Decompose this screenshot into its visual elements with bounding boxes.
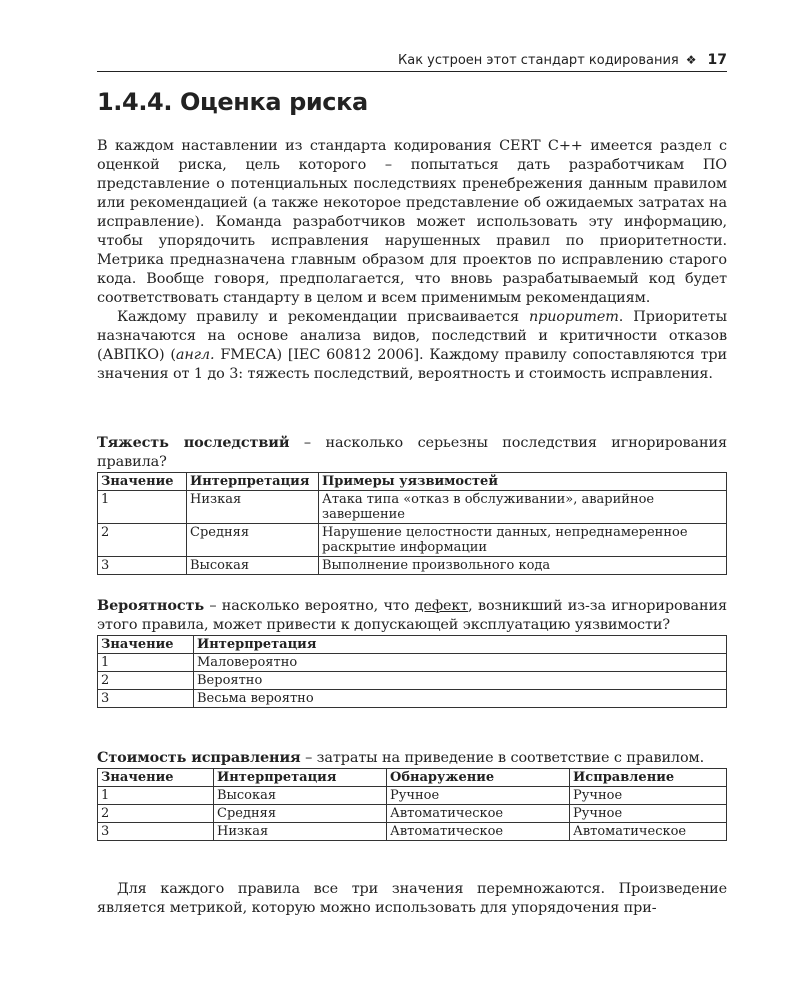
- likelihood-section: [97, 596, 727, 708]
- running-title: Как устроен этот стандарт кодирования: [398, 52, 679, 68]
- priority-term: приоритет: [528, 309, 619, 325]
- severity-definition: [97, 433, 727, 472]
- remediation-section: [97, 748, 727, 841]
- closing-section: [97, 880, 727, 918]
- table-cell: 1: [98, 787, 214, 805]
- table-row: [98, 787, 727, 805]
- table-cell: Автоматическое: [387, 805, 570, 823]
- table-cell: Низкая: [214, 823, 387, 841]
- column-header: Обнаружение: [387, 769, 570, 787]
- diamond-icon: ❖: [685, 53, 697, 67]
- table-row: [98, 654, 727, 672]
- p2-text-end: FMECA) [IEC 60812 2006]. Каждому правилу сопоставляются три значения от 1 до 3: тяжесть последствий, вероятность и стоимость исправления.: [97, 347, 727, 382]
- table-cell: Маловероятно: [194, 654, 727, 672]
- intro-paragraph-1: В каждом наставлении из стандарта кодирования CERT C++ имеется раздел с оценкой риска, цель которого – попытаться дать разработчикам ПО представление о потенциальных последствиях пренебрежения данным правилом или рекомендацией (а также некоторое представление об ожидаемых затратах на исправление). Команда разработчиков может использовать эту информацию, чтобы упорядочить исправления нарушенных правил по приоритетности. Метрика предназначена главным образом для проектов по исправлению старого кода. Вообще говоря, предполагается, что вновь разрабатываемый код будет соответствовать стандарту в целом и всем применимым рекомендациям.: [97, 138, 727, 306]
- column-header: Примеры уязвимостей: [319, 473, 727, 491]
- table-cell: 1: [98, 491, 187, 524]
- table-cell: Выполнение произвольного кода: [319, 557, 727, 575]
- remediation-definition: [97, 748, 727, 768]
- likelihood-definition-start: – насколько вероятно, что: [204, 598, 415, 614]
- table-cell: 2: [98, 805, 214, 823]
- column-header: Значение: [98, 636, 194, 654]
- table-cell: Вероятно: [194, 672, 727, 690]
- table-cell: Атака типа «отказ в обслуживании», аварийное завершение: [319, 491, 727, 524]
- column-header: Исправление: [570, 769, 727, 787]
- column-header: Интерпретация: [214, 769, 387, 787]
- section-title: 1.4.4. Оценка риска: [97, 88, 368, 116]
- closing-paragraph: Для каждого правила все три значения перемножаются. Произведение является метрикой, которую можно использовать для упорядочения при-: [97, 881, 727, 916]
- table-row: [98, 823, 727, 841]
- table-cell: Высокая: [214, 787, 387, 805]
- table-header-row: [98, 473, 727, 491]
- table-cell: 3: [98, 690, 194, 708]
- intro-paragraph-2: [97, 308, 727, 384]
- table-cell: Автоматическое: [387, 823, 570, 841]
- book-page: [97, 0, 727, 1000]
- table-cell: 3: [98, 557, 187, 575]
- p2-text-start: Каждому правилу и рекомендации присваивается: [117, 309, 529, 325]
- header-divider: [97, 71, 727, 72]
- column-header: Интерпретация: [187, 473, 319, 491]
- remediation-definition-text: – затраты на приведение в соответствие с правилом.: [300, 750, 705, 766]
- table-row: [98, 690, 727, 708]
- table-cell: Ручное: [570, 787, 727, 805]
- table-cell: Средняя: [214, 805, 387, 823]
- likelihood-table: [97, 635, 727, 708]
- page-number: 17: [707, 52, 727, 68]
- table-row: [98, 524, 727, 557]
- likelihood-term: Вероятность: [97, 597, 205, 614]
- table-cell: Весьма вероятно: [194, 690, 727, 708]
- running-header: [398, 50, 727, 70]
- table-header-row: [98, 769, 727, 787]
- intro-section: [97, 137, 727, 384]
- table-cell: 3: [98, 823, 214, 841]
- remediation-table: [97, 768, 727, 841]
- table-cell: Нарушение целостности данных, непреднамеренное раскрытие информации: [319, 524, 727, 557]
- table-cell: 2: [98, 672, 194, 690]
- table-cell: Низкая: [187, 491, 319, 524]
- table-header-row: [98, 636, 727, 654]
- table-cell: Ручное: [387, 787, 570, 805]
- defect-term: дефект: [414, 598, 469, 614]
- severity-section: [97, 433, 727, 575]
- column-header: Значение: [98, 473, 187, 491]
- column-header: Интерпретация: [194, 636, 727, 654]
- table-row: [98, 491, 727, 524]
- severity-table: [97, 472, 727, 575]
- table-cell: Ручное: [570, 805, 727, 823]
- severity-term: Тяжесть последствий: [97, 434, 290, 451]
- table-row: [98, 557, 727, 575]
- likelihood-definition-end: , возникший из-за игнорирования этого правила, может привести к допускающей эксплуатацию уязвимости?: [97, 598, 727, 633]
- likelihood-definition: [97, 596, 727, 635]
- remediation-term: Стоимость исправления: [97, 749, 301, 766]
- table-cell: 2: [98, 524, 187, 557]
- severity-definition-text: – насколько серьезны последствия игнорирования правила?: [97, 435, 727, 470]
- p2-text-middle: . Приоритеты назначаются на основе анализа видов, последствий и критичности отказов (АВПКО) (: [97, 309, 727, 363]
- column-header: Значение: [98, 769, 214, 787]
- table-cell: Средняя: [187, 524, 319, 557]
- table-cell: Автоматическое: [570, 823, 727, 841]
- table-row: [98, 672, 727, 690]
- table-row: [98, 805, 727, 823]
- table-cell: 1: [98, 654, 194, 672]
- abbrev-english: англ.: [175, 347, 215, 363]
- table-cell: Высокая: [187, 557, 319, 575]
